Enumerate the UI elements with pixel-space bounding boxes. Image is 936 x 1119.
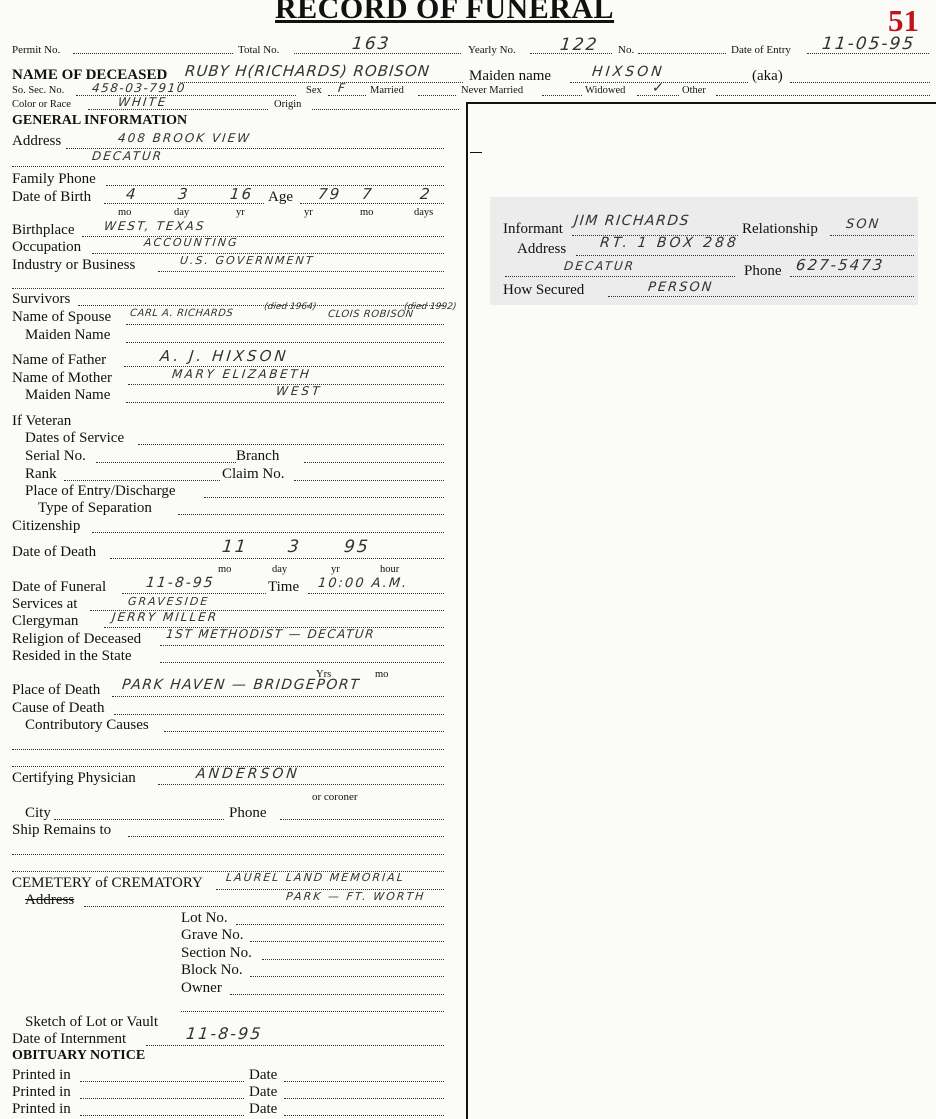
dob-day[interactable]: 3 bbox=[177, 185, 191, 203]
right-panel-border-left bbox=[466, 102, 468, 1119]
widowed-checkmark[interactable]: ✓ bbox=[651, 80, 667, 96]
spouse-value-1[interactable]: CARL A. RICHARDS bbox=[129, 308, 234, 319]
age-months[interactable]: 7 bbox=[361, 185, 375, 203]
panel-tick-mark bbox=[470, 152, 482, 153]
block-no-label: Block No. bbox=[181, 962, 243, 978]
occupation-label: Occupation bbox=[12, 239, 82, 255]
cause-of-death-label: Cause of Death bbox=[12, 700, 105, 716]
ssn-value[interactable]: 458-03-7910 bbox=[91, 81, 187, 95]
contributory-causes-label: Contributory Causes bbox=[25, 717, 149, 733]
death-day[interactable]: 3 bbox=[287, 537, 302, 557]
industry-label: Industry or Business bbox=[12, 257, 136, 273]
age-days-caption: days bbox=[414, 207, 434, 218]
sex-label: Sex bbox=[306, 85, 322, 96]
cemetery-label: CEMETERY of CREMATORY bbox=[12, 875, 203, 891]
clergyman-value[interactable]: JERRY MILLER bbox=[111, 610, 219, 624]
dob-mo-caption: mo bbox=[118, 207, 132, 218]
obituary-notice-heading: OBITUARY NOTICE bbox=[12, 1048, 146, 1063]
cemetery-value-line2[interactable]: PARK — FT. WORTH bbox=[285, 890, 427, 903]
color-race-value[interactable]: WHITE bbox=[117, 95, 169, 109]
informant-phone-label: Phone bbox=[744, 263, 782, 279]
or-coroner-label: or coroner bbox=[312, 791, 358, 803]
time-value[interactable]: 10:00 A.M. bbox=[317, 576, 410, 591]
yearly-no-value[interactable]: 122 bbox=[559, 35, 600, 55]
date-of-funeral-value[interactable]: 11-8-95 bbox=[145, 575, 216, 591]
address-label: Address bbox=[12, 133, 62, 149]
form-title: RECORD OF FUNERAL bbox=[275, 0, 615, 25]
informant-address-label: Address bbox=[517, 241, 567, 257]
rank-label: Rank bbox=[25, 466, 57, 482]
date-of-birth-label: Date of Birth bbox=[12, 189, 92, 205]
date-of-funeral-label: Date of Funeral bbox=[12, 579, 107, 595]
printed-date-label-2: Date bbox=[249, 1084, 278, 1100]
city-label: City bbox=[25, 805, 51, 821]
relationship-value[interactable]: SON bbox=[845, 217, 882, 232]
father-value[interactable]: A. J. HIXSON bbox=[159, 347, 290, 365]
cemetery-address-label: Address bbox=[25, 892, 75, 908]
dob-day-caption: day bbox=[174, 207, 190, 218]
origin-label: Origin bbox=[274, 99, 302, 110]
right-panel-border-top bbox=[466, 102, 936, 104]
yearly-no-label: Yearly No. bbox=[468, 44, 516, 56]
age-mo-caption: mo bbox=[360, 207, 374, 218]
permit-no-label: Permit No. bbox=[12, 44, 61, 56]
spouse-died-2[interactable]: (died 1992) bbox=[403, 302, 457, 312]
death-month[interactable]: 11 bbox=[221, 537, 249, 557]
aka-label: (aka) bbox=[752, 68, 783, 84]
age-yr-caption: yr bbox=[304, 207, 313, 218]
printed-in-label-2: Printed in bbox=[12, 1084, 71, 1100]
mother-maiden-name-value[interactable]: WEST bbox=[275, 384, 324, 398]
age-days[interactable]: 2 bbox=[419, 185, 433, 203]
spouse-maiden-name-label: Maiden Name bbox=[25, 327, 111, 343]
dates-of-service-label: Dates of Service bbox=[25, 430, 125, 446]
how-secured-value[interactable]: PERSON bbox=[647, 280, 715, 295]
father-label: Name of Father bbox=[12, 352, 107, 368]
ship-remains-label: Ship Remains to bbox=[12, 822, 112, 838]
spouse-died-1[interactable]: (died 1964) bbox=[263, 302, 317, 312]
death-yr-caption: yr bbox=[331, 564, 340, 575]
relationship-label: Relationship bbox=[742, 221, 818, 237]
section-no-label: Section No. bbox=[181, 945, 252, 961]
printed-in-label-1: Printed in bbox=[12, 1067, 71, 1083]
survivors-label: Survivors bbox=[12, 291, 71, 307]
services-at-value[interactable]: GRAVESIDE bbox=[127, 595, 210, 608]
grave-no-label: Grave No. bbox=[181, 927, 244, 943]
lot-no-label: Lot No. bbox=[181, 910, 228, 926]
place-of-entry-label: Place of Entry/Discharge bbox=[25, 483, 176, 499]
general-information-heading: GENERAL INFORMATION bbox=[12, 113, 188, 128]
claim-no-label: Claim No. bbox=[222, 466, 285, 482]
family-phone-label: Family Phone bbox=[12, 171, 96, 187]
address-value-line2[interactable]: DECATUR bbox=[91, 149, 164, 163]
widowed-label: Widowed bbox=[585, 85, 626, 96]
name-of-deceased-value[interactable]: RUBY H(RICHARDS) ROBISON bbox=[184, 62, 431, 80]
certifying-physician-label: Certifying Physician bbox=[12, 770, 136, 786]
cemetery-value-line1[interactable]: LAUREL LAND MEMORIAL bbox=[225, 871, 406, 884]
informant-value[interactable]: JIM RICHARDS bbox=[573, 213, 691, 229]
age-label: Age bbox=[268, 189, 293, 205]
owner-label: Owner bbox=[181, 980, 222, 996]
informant-address-value[interactable]: RT. 1 BOX 288 bbox=[599, 235, 740, 251]
place-of-death-label: Place of Death bbox=[12, 682, 101, 698]
sex-value[interactable]: F bbox=[337, 81, 348, 95]
place-of-death-value[interactable]: PARK HAVEN — BRIDGEPORT bbox=[121, 677, 361, 693]
resided-in-state-label: Resided in the State bbox=[12, 648, 132, 664]
religion-value[interactable]: 1ST METHODIST — DECATUR bbox=[165, 627, 376, 641]
spouse-value-2[interactable]: CLOIS ROBISON bbox=[327, 309, 415, 320]
color-race-label: Color or Race bbox=[12, 99, 71, 110]
age-years[interactable]: 79 bbox=[317, 185, 343, 203]
phone-label: Phone bbox=[229, 805, 267, 821]
spouse-label: Name of Spouse bbox=[12, 309, 112, 325]
informant-label: Informant bbox=[503, 221, 563, 237]
no-label: No. bbox=[618, 44, 635, 56]
if-veteran-label: If Veteran bbox=[12, 413, 72, 429]
name-of-deceased-label: NAME OF DECEASED bbox=[12, 67, 168, 83]
serial-no-label: Serial No. bbox=[25, 448, 86, 464]
birthplace-label: Birthplace bbox=[12, 222, 75, 238]
dob-month[interactable]: 4 bbox=[125, 185, 139, 203]
printed-date-label-1: Date bbox=[249, 1067, 278, 1083]
mother-value[interactable]: MARY ELIZABETH bbox=[171, 367, 313, 381]
certifying-physician-value[interactable]: ANDERSON bbox=[195, 766, 301, 782]
maiden-name-value[interactable]: HIXSON bbox=[591, 64, 666, 80]
mother-maiden-name-label: Maiden Name bbox=[25, 387, 111, 403]
informant-city-value[interactable]: DECATUR bbox=[563, 259, 636, 273]
date-of-internment-label: Date of Internment bbox=[12, 1031, 127, 1047]
type-of-separation-label: Type of Separation bbox=[38, 500, 152, 516]
citizenship-label: Citizenship bbox=[12, 518, 81, 534]
resided-yrs-caption: Yrs bbox=[316, 669, 332, 680]
page-number: 51 bbox=[888, 3, 919, 38]
occupation-value[interactable]: ACCOUNTING bbox=[143, 236, 240, 249]
death-day-caption: day bbox=[272, 564, 288, 575]
branch-label: Branch bbox=[236, 448, 280, 464]
sketch-of-lot-label: Sketch of Lot or Vault bbox=[25, 1014, 159, 1030]
clergyman-label: Clergyman bbox=[12, 613, 79, 629]
religion-label: Religion of Deceased bbox=[12, 631, 142, 647]
printed-in-label-3: Printed in bbox=[12, 1101, 71, 1117]
dob-yr-caption: yr bbox=[236, 207, 245, 218]
married-label: Married bbox=[370, 85, 404, 96]
total-no-value[interactable]: 163 bbox=[351, 34, 392, 54]
how-secured-label: How Secured bbox=[503, 282, 585, 298]
other-label: Other bbox=[682, 85, 706, 96]
time-label: Time bbox=[268, 579, 300, 595]
maiden-name-label: Maiden name bbox=[469, 68, 552, 84]
date-of-death-label: Date of Death bbox=[12, 544, 97, 560]
industry-value[interactable]: U.S. GOVERNMENT bbox=[179, 254, 316, 267]
dob-year[interactable]: 16 bbox=[229, 185, 255, 203]
informant-phone-value[interactable]: 627-5473 bbox=[795, 256, 886, 274]
resided-mo-caption: mo bbox=[375, 669, 389, 680]
address-value-line1[interactable]: 408 BROOK VIEW bbox=[117, 131, 252, 145]
death-hour-caption: hour bbox=[380, 564, 400, 575]
date-of-entry-value[interactable]: 11-05-95 bbox=[821, 34, 917, 54]
mother-label: Name of Mother bbox=[12, 370, 112, 386]
total-no-label: Total No. bbox=[238, 44, 280, 56]
never-married-label: Never Married bbox=[461, 85, 524, 96]
services-at-label: Services at bbox=[12, 596, 78, 612]
date-of-internment-value[interactable]: 11-8-95 bbox=[185, 1024, 264, 1043]
death-mo-caption: mo bbox=[218, 564, 232, 575]
date-of-entry-label: Date of Entry bbox=[731, 44, 791, 56]
birthplace-value[interactable]: WEST, TEXAS bbox=[103, 219, 207, 233]
ssn-label: So. Sec. No. bbox=[12, 85, 65, 96]
printed-date-label-3: Date bbox=[249, 1101, 278, 1117]
death-year[interactable]: 95 bbox=[343, 537, 371, 557]
